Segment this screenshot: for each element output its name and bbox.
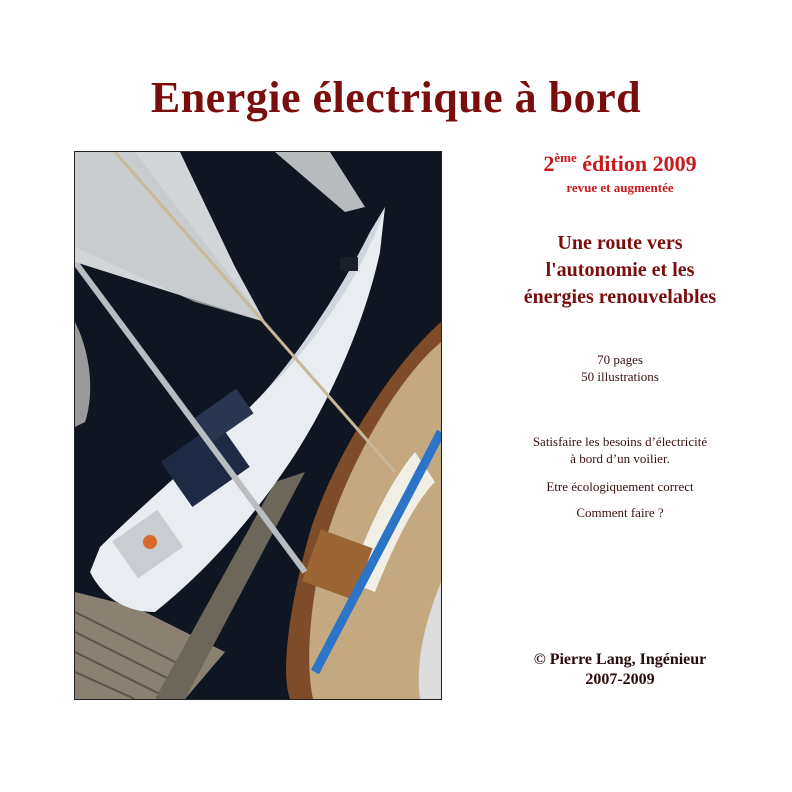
goal-needs <box>448 433 792 467</box>
edition-label: édition 2009 <box>576 151 697 176</box>
book-stats <box>448 351 792 385</box>
sailboat-photo <box>74 151 442 700</box>
goal-ecological: Etre écologiquement correct <box>546 479 694 494</box>
tagline-line-2: l'autonomie et les <box>545 259 695 281</box>
page-count: 70 pages <box>597 352 643 367</box>
tagline-line-3: énergies renouvelables <box>523 286 717 308</box>
edition-number: 2 <box>543 151 555 176</box>
edition-subtitle: revue et augmentée <box>566 180 674 195</box>
goal-needs-line-2: à bord d’un voilier. <box>570 451 670 466</box>
copyright-years: 2007-2009 <box>585 671 655 688</box>
illustration-count: 50 illustrations <box>581 369 659 384</box>
tagline-line-1: Une route vers <box>557 232 683 254</box>
book-title: Energie électrique à bord <box>150 73 642 122</box>
copyright <box>448 650 792 690</box>
tagline <box>448 230 792 311</box>
copyright-author: © Pierre Lang, Ingénieur <box>533 651 707 668</box>
edition-line <box>448 150 792 177</box>
edition-suffix: ème <box>554 150 577 165</box>
goal-howto: Comment faire ? <box>576 505 664 520</box>
goal-needs-line-1: Satisfaire les besoins d’électricité <box>532 434 708 449</box>
